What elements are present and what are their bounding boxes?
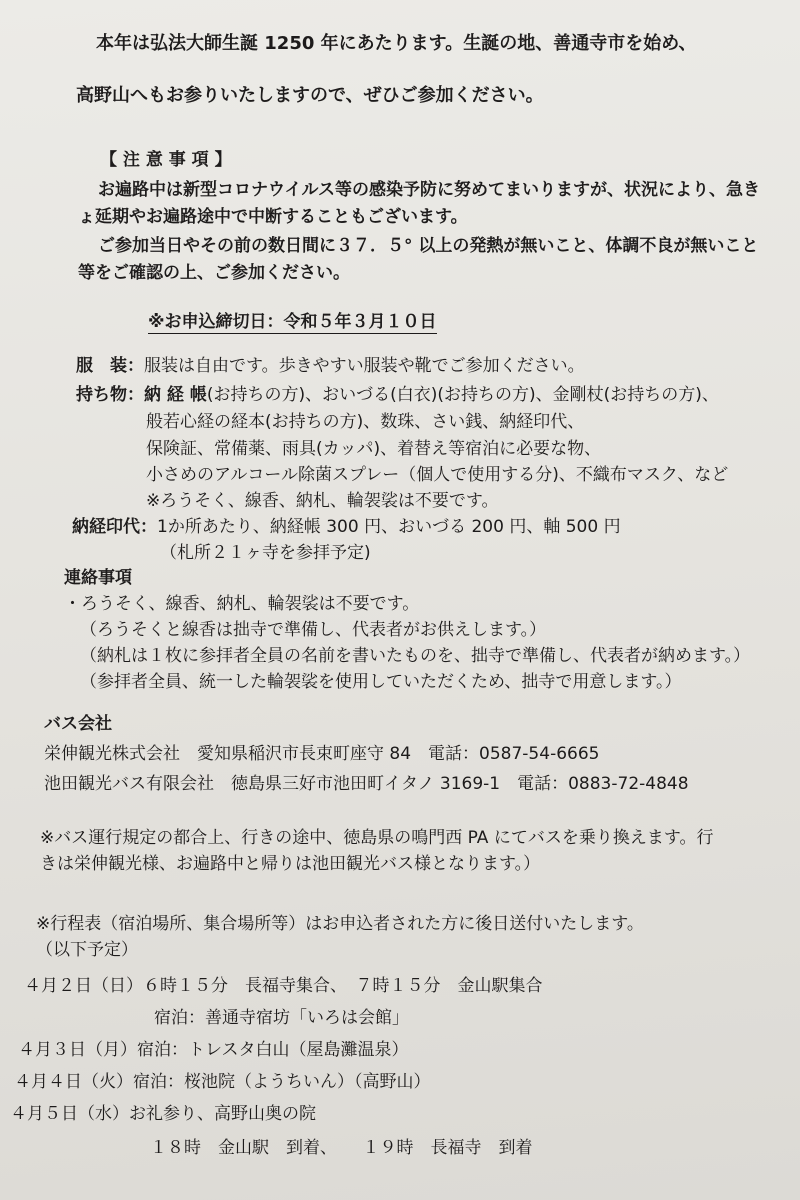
itinerary-day-2: ４月３日（月）宿泊：トレスタ白山（屋島灘温泉） [18, 1040, 409, 1060]
deadline-text: ※お申込締切日：令和５年３月１０日 [148, 312, 437, 332]
clothing-text: 服装は自由です。歩きやすい服装や靴でご参加ください。 [144, 356, 585, 376]
contact-line-3: （納札は１枚に参拝者全員の名前を書いたものを、拙寺で準備し、代表者が納めます。） [80, 646, 751, 666]
notice-p1-line1: お遍路中は新型コロナウイルス等の感染予防に努めてまいりますが、状況により、急き [98, 180, 760, 200]
bus-note-line-2: きは栄伸観光様、お遍路中と帰りは池田観光バス様となります。） [40, 854, 541, 874]
itinerary-sub: （以下予定） [36, 940, 138, 960]
notice-p1-line2: ょ延期やお遍路途中で中断することもございます。 [78, 207, 468, 227]
items-row [76, 383, 719, 407]
itinerary-day-1: ４月２日（日）６時１５分 長福寺集合、 ７時１５分 金山駅集合 [24, 976, 543, 996]
contact-line-1: ・ろうそく、線香、納札、輪袈裟は不要です。 [64, 594, 420, 614]
itinerary-day-4: ４月５日（水）お礼参り、高野山奥の院 [10, 1104, 316, 1124]
items-first: 納 経 帳 [144, 385, 207, 405]
items-line-3: 保険証、常備薬、雨具(カッパ)、着替え等宿泊に必要な物、 [146, 439, 602, 459]
notice-p2-line1: ご参加当日やその前の数日間に３７．５° 以上の発熱が無いこと、体調不良が無いこと [98, 236, 759, 256]
fee-note: （札所２１ヶ寺を参拝予定) [160, 543, 371, 563]
contact-heading: 連絡事項 [64, 568, 132, 588]
fee-text: 1か所あたり、納経帳 300 円、おいづる 200 円、軸 500 円 [157, 517, 621, 537]
items-line-4: 小さめのアルコール除菌スプレー（個人で使用する分)、不織布マスク、など [146, 465, 729, 485]
items-line-2: 般若心経の経本(お持ちの方)、数珠、さい銭、納経印代、 [146, 412, 585, 432]
contact-line-4: （参拝者全員、統一した輪袈裟を使用していただくため、拙寺で用意します。） [80, 672, 682, 692]
fee-row [72, 515, 621, 539]
application-deadline [148, 310, 437, 334]
bus-company-2: 池田観光バス有限会社 徳島県三好市池田町イタノ 3169-1 電話：0883-72-4848 [44, 774, 689, 794]
notice-heading: 【 注 意 事 項 】 [100, 150, 232, 170]
fee-label: 納経印代： [72, 517, 157, 537]
itinerary-note: ※行程表（宿泊場所、集合場所等）はお申込者された方に後日送付いたします。 [36, 914, 644, 934]
intro-line-2: 高野山へもお参りいたしますので、ぜひご参加ください。 [76, 85, 544, 106]
bus-company-1: 栄伸観光株式会社 愛知県稲沢市長束町座守 84 電話：0587-54-6665 [44, 744, 600, 764]
items-line1-rest: (お持ちの方)、おいづる(白衣)(お持ちの方)、金剛杖(お持ちの方)、 [206, 385, 719, 405]
items-line-5: ※ろうそく、線香、納札、輪袈裟は不要です。 [146, 491, 499, 511]
items-label: 持ち物： [76, 385, 144, 405]
itinerary-day-3: ４月４日（火）宿泊：桜池院（ようちいん）（高野山） [14, 1072, 431, 1092]
itinerary-return: １８時 金山駅 到着、 １９時 長福寺 到着 [150, 1138, 533, 1158]
bus-heading: バス会社 [44, 714, 112, 734]
contact-line-2: （ろうそくと線香は拙寺で準備し、代表者がお供えします。） [80, 620, 547, 640]
clothing-label: 服 装： [76, 356, 144, 376]
bus-note-line-1: ※バス運行規定の都合上、行きの途中、徳島県の鳴門西 PA にてバスを乗り換えます。行 [40, 828, 714, 848]
notice-p2-line2: 等をご確認の上、ご参加ください。 [78, 263, 350, 283]
itinerary-day-1-stay: 宿泊：善通寺宿坊「いろは会館」 [154, 1008, 409, 1028]
intro-line-1: 本年は弘法大師生誕 1250 年にあたります。生誕の地、善通寺市を始め、 [96, 33, 697, 54]
clothing-row [76, 354, 585, 378]
